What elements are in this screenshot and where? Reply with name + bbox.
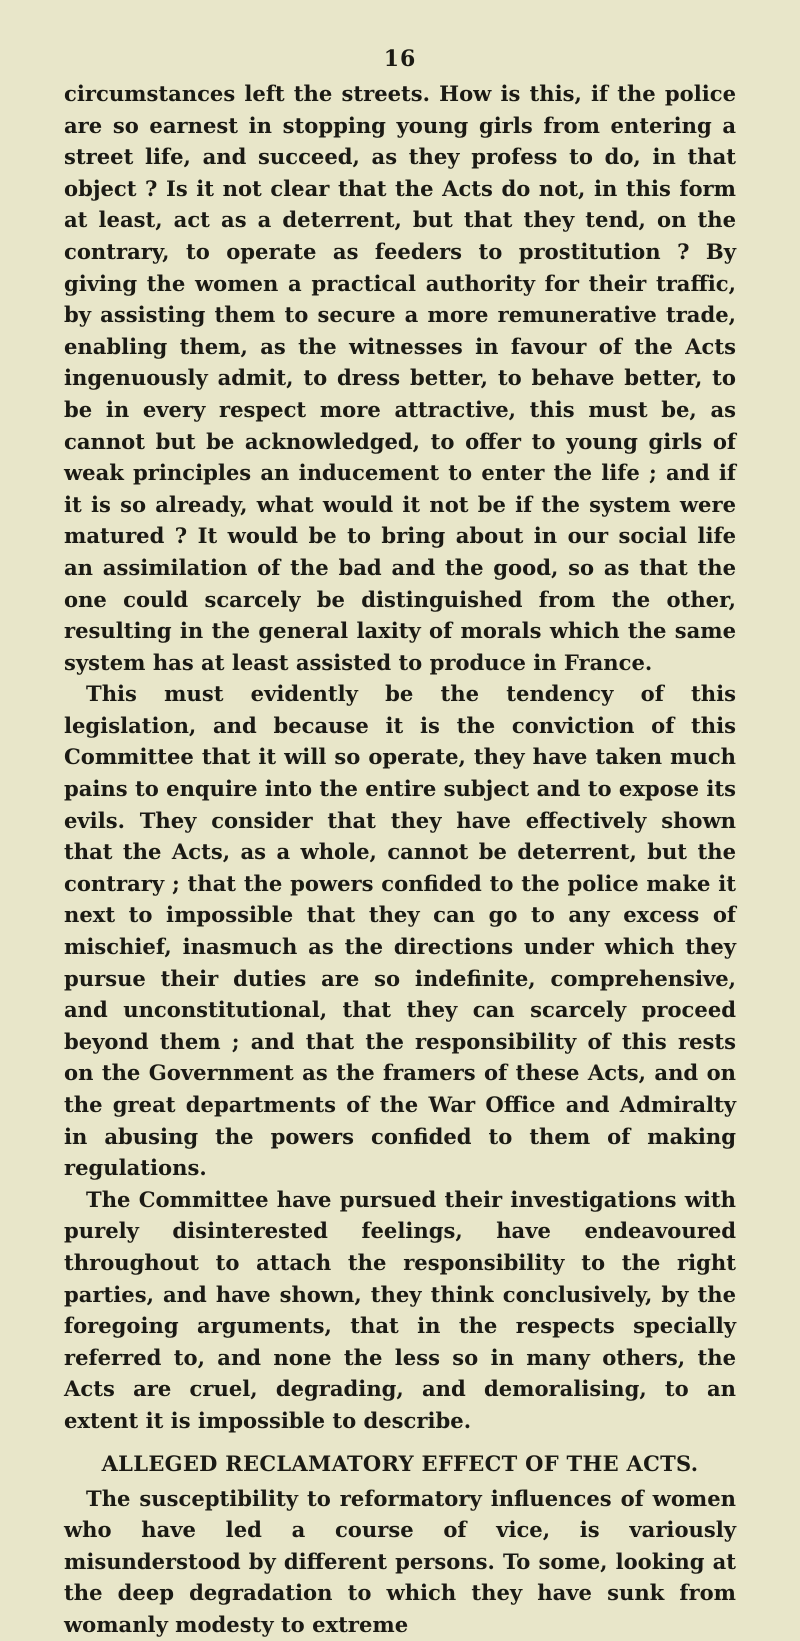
paragraph-2: This must evidently be the tendency of this legislation, and because it is the conviction of this Committee that it will so operate, they have taken much pains to enquire into the entire subject and to expose its evils. They consider that they have effectively shown that the Acts, as a whole, cannot be deterrent, but the contrary ; that the powers confided to the police make it next to impossible that they can go to any excess of mischief, inasmuch as the directions under which they pursue their duties are so indefinite, comprehensive, and unconstitutional, that they can scarcely proceed beyond them ; and that the responsibility of this rests on the Government as the framers of these Acts, and on the great departments of the War Office and Admiralty in abusing the powers confided to them of making regulations. bbox=[64, 681, 736, 1181]
paragraph-3: The Committee have pursued their investigations with purely disinterested feelings, have endeavoured throughout to attach the responsibility to the right parties, and have shown, they think conclusively, by the foregoing arguments, that in the respects specially referred to, and none the less so in many others, the Acts are cruel, degrading, and demoralising, to an extent it is impossible to describe. bbox=[64, 1186, 736, 1433]
page-number: 16 bbox=[383, 46, 417, 72]
paragraph-4: The susceptibility to reformatory influences of women who have led a course of vice, is variously misunderstood by different persons. To some, looking at the deep degradation to which they have sunk from womanly modesty to extreme bbox=[64, 1485, 736, 1637]
section-heading: ALLEGED RECLAMATORY EFFECT OF THE ACTS. bbox=[101, 1450, 699, 1476]
paragraph-1: circumstances left the streets. How is this, if the police are so earnest in stopping young girls from entering a street life, and succeed, as they profess to do, in that object ? Is it not clear that the Acts do not, in this form at least, act as a deterrent, but that they tend, on the contrary, to operate as feeders to prostitution ? By giving the women a practical authority for their traffic, by assisting them to secure a more remunerative trade, enabling them, as the witnesses in favour of the Acts ingenuously admit, to dress better, to behave better, to be in every respect more attractive, this must be, as cannot but be acknowledged, to offer to young girls of weak principles an inducement to enter the life ; and if it is so already, what would it not be if the system were matured ? It would be to bring about in our social life an assimilation of the bad and the good, so as that the one could scarcely be distinguished from the other, resulting in the general laxity of morals which the same system has at least assisted to produce in France. bbox=[64, 81, 736, 675]
